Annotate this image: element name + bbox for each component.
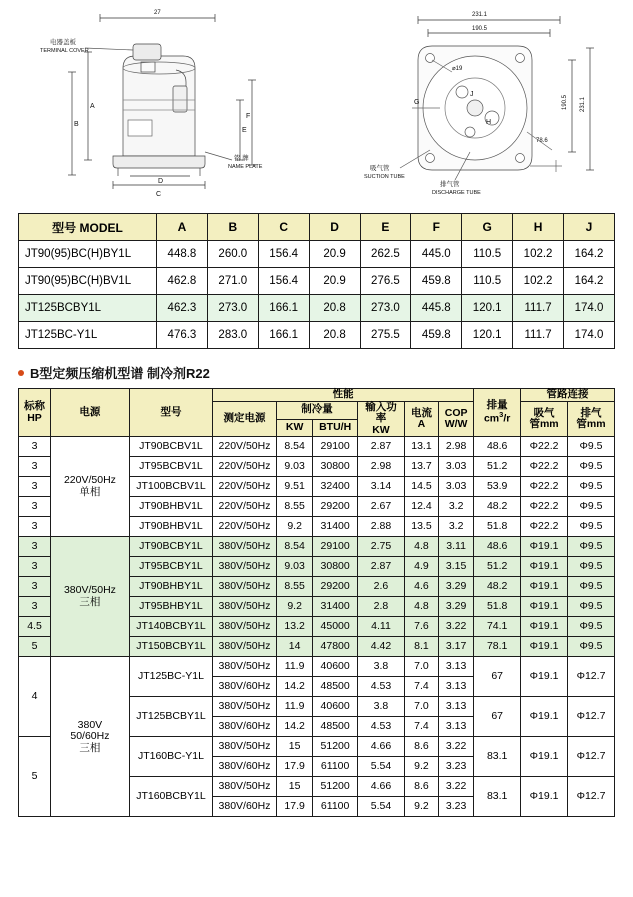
svg-text:231.1: 231.1 <box>472 12 488 18</box>
cell-current: 12.4 <box>404 497 438 517</box>
cell-dim-2: 156.4 <box>258 241 309 268</box>
col-header-performance: 性能 <box>213 389 474 402</box>
cell-model: JT125BC-Y1L <box>19 322 157 349</box>
cell-cop: 3.03 <box>439 477 474 497</box>
cell-input: 4.53 <box>358 717 405 737</box>
cell-btu: 47800 <box>313 637 358 657</box>
cell-hp: 5 <box>19 737 51 817</box>
cell-test-power: 220V/50Hz <box>213 437 277 457</box>
cell-discharge: Φ9.5 <box>568 557 615 577</box>
cell-model: JT140BCBY1L <box>129 617 212 637</box>
cell-kw: 9.03 <box>277 457 313 477</box>
cell-kw: 11.9 <box>277 657 313 677</box>
cell-test-power: 380V/60Hz <box>213 797 277 817</box>
cell-hp: 3 <box>19 577 51 597</box>
col-header-input: 输入功 率 KW <box>358 401 405 437</box>
cell-suction: Φ19.1 <box>521 537 568 557</box>
cell-cop: 3.29 <box>439 597 474 617</box>
cell-current: 8.6 <box>404 777 438 797</box>
cell-test-power: 380V/60Hz <box>213 677 277 697</box>
cell-cop: 3.13 <box>439 697 474 717</box>
cell-btu: 31400 <box>313 517 358 537</box>
cell-displacement: 51.8 <box>474 597 521 617</box>
cell-suction: Φ19.1 <box>521 697 568 737</box>
cell-btu: 48500 <box>313 677 358 697</box>
cell-model: JT95BHBY1L <box>129 597 212 617</box>
cell-kw: 14 <box>277 637 313 657</box>
cell-btu: 40600 <box>313 697 358 717</box>
cell-suction: Φ19.1 <box>521 637 568 657</box>
svg-text:231.1: 231.1 <box>580 96 586 112</box>
cell-test-power: 220V/50Hz <box>213 497 277 517</box>
col-header-j: J <box>564 214 615 241</box>
cell-current: 13.7 <box>404 457 438 477</box>
cell-dim-2: 166.1 <box>258 322 309 349</box>
col-header-kw: KW <box>277 419 313 437</box>
cell-displacement: 48.2 <box>474 497 521 517</box>
col-header-b: B <box>207 214 258 241</box>
svg-text:排气管: 排气管 <box>440 181 460 188</box>
cell-suction: Φ22.2 <box>521 517 568 537</box>
cell-kw: 9.2 <box>277 517 313 537</box>
cell-discharge: Φ12.7 <box>568 657 615 697</box>
cell-test-power: 220V/50Hz <box>213 457 277 477</box>
cell-current: 7.4 <box>404 717 438 737</box>
svg-text:F: F <box>246 113 251 120</box>
cell-input: 2.98 <box>358 457 405 477</box>
cell-model: JT90BCBY1L <box>129 537 212 557</box>
cell-dim-5: 445.8 <box>411 295 462 322</box>
cell-current: 7.0 <box>404 697 438 717</box>
svg-text:SUCTION TUBE: SUCTION TUBE <box>364 174 405 180</box>
table-row <box>19 295 615 322</box>
cell-model: JT125BC-Y1L <box>129 657 212 697</box>
cell-cop: 3.29 <box>439 577 474 597</box>
cell-btu: 61100 <box>313 797 358 817</box>
cell-suction: Φ22.2 <box>521 437 568 457</box>
cell-dim-0: 448.8 <box>157 241 208 268</box>
cell-dim-1: 260.0 <box>207 241 258 268</box>
cell-test-power: 380V/50Hz <box>213 697 277 717</box>
cell-cop: 3.23 <box>439 757 474 777</box>
cell-test-power: 220V/50Hz <box>213 517 277 537</box>
cell-discharge: Φ9.5 <box>568 457 615 477</box>
cell-displacement: 67 <box>474 697 521 737</box>
cell-discharge: Φ9.5 <box>568 537 615 557</box>
cell-current: 9.2 <box>404 757 438 777</box>
cell-model: JT125BCBY1L <box>129 697 212 737</box>
cell-model: JT90BHBY1L <box>129 577 212 597</box>
cell-kw: 8.55 <box>277 497 313 517</box>
cell-dim-5: 445.0 <box>411 241 462 268</box>
cell-dim-8: 174.0 <box>564 295 615 322</box>
cell-model: JT150BCBY1L <box>129 637 212 657</box>
col-header-piping: 管路连接 <box>521 389 615 402</box>
svg-text:⌀19: ⌀19 <box>452 66 463 72</box>
cell-suction: Φ22.2 <box>521 497 568 517</box>
drawing-svg <box>0 0 633 205</box>
cell-displacement: 83.1 <box>474 737 521 777</box>
cell-displacement: 53.9 <box>474 477 521 497</box>
svg-text:J: J <box>470 91 474 98</box>
cell-hp: 3 <box>19 557 51 577</box>
svg-text:B: B <box>74 121 79 128</box>
cell-hp: 3 <box>19 517 51 537</box>
svg-text:190.5: 190.5 <box>562 94 568 110</box>
cell-dim-7: 111.7 <box>513 295 564 322</box>
cell-input: 2.6 <box>358 577 405 597</box>
cell-btu: 30800 <box>313 457 358 477</box>
col-header-e: E <box>360 214 411 241</box>
cell-suction: Φ19.1 <box>521 557 568 577</box>
cell-cop: 3.2 <box>439 497 474 517</box>
cell-dim-6: 120.1 <box>462 295 513 322</box>
cell-displacement: 48.2 <box>474 577 521 597</box>
cell-dim-5: 459.8 <box>411 322 462 349</box>
cell-dim-0: 476.3 <box>157 322 208 349</box>
cell-dim-7: 102.2 <box>513 268 564 295</box>
cell-suction: Φ19.1 <box>521 737 568 777</box>
table-row <box>19 322 615 349</box>
cell-discharge: Φ9.5 <box>568 477 615 497</box>
cell-test-power: 380V/50Hz <box>213 657 277 677</box>
cell-cop: 3.22 <box>439 777 474 797</box>
cell-test-power: 380V/50Hz <box>213 557 277 577</box>
section-title-text: B型定频压缩机型谱 制冷剂R22 <box>30 366 210 381</box>
cell-model: JT90BHBV1L <box>129 517 212 537</box>
cell-input: 2.87 <box>358 437 405 457</box>
col-header-btu: BTU/H <box>313 419 358 437</box>
cell-model: JT95BCBV1L <box>129 457 212 477</box>
cell-hp: 4 <box>19 657 51 737</box>
cell-dim-8: 164.2 <box>564 241 615 268</box>
cell-btu: 29200 <box>313 577 358 597</box>
cell-input: 2.87 <box>358 557 405 577</box>
cell-hp: 3 <box>19 477 51 497</box>
cell-btu: 51200 <box>313 737 358 757</box>
cell-btu: 45000 <box>313 617 358 637</box>
col-header-displacement: 排量 $cm^3/r$ <box>474 389 521 437</box>
svg-text:电器盖板: 电器盖板 <box>50 39 76 46</box>
cell-dim-2: 156.4 <box>258 268 309 295</box>
svg-text:27: 27 <box>154 10 161 16</box>
cell-model: JT95BCBY1L <box>129 557 212 577</box>
svg-text:G: G <box>414 99 420 106</box>
cell-cop: 3.22 <box>439 617 474 637</box>
cell-power: 380V 50/60Hz 三相 <box>50 657 129 817</box>
cell-hp: 3 <box>19 497 51 517</box>
cell-cop: 3.13 <box>439 677 474 697</box>
cell-suction: Φ19.1 <box>521 617 568 637</box>
cell-input: 4.11 <box>358 617 405 637</box>
cell-model: JT100BCBV1L <box>129 477 212 497</box>
cell-suction: Φ19.1 <box>521 597 568 617</box>
cell-cop: 3.13 <box>439 657 474 677</box>
cell-displacement: 51.2 <box>474 557 521 577</box>
table-row <box>19 268 615 295</box>
cell-current: 13.1 <box>404 437 438 457</box>
cell-input: 2.8 <box>358 597 405 617</box>
col-header-a: A <box>157 214 208 241</box>
cell-kw: 15 <box>277 737 313 757</box>
cell-current: 4.8 <box>404 537 438 557</box>
cell-hp: 3 <box>19 437 51 457</box>
cell-dim-8: 164.2 <box>564 268 615 295</box>
cell-dim-7: 111.7 <box>513 322 564 349</box>
col-header-suction: 吸气 管mm <box>521 401 568 437</box>
svg-text:DISCHARGE TUBE: DISCHARGE TUBE <box>432 190 481 196</box>
cell-kw: 14.2 <box>277 677 313 697</box>
cell-cop: 3.11 <box>439 537 474 557</box>
spec-table-container <box>18 388 615 817</box>
cell-dim-3: 20.8 <box>309 295 360 322</box>
cell-input: 4.66 <box>358 737 405 757</box>
cell-current: 7.4 <box>404 677 438 697</box>
cell-discharge: Φ9.5 <box>568 497 615 517</box>
cell-dim-5: 459.8 <box>411 268 462 295</box>
cell-input: 3.8 <box>358 697 405 717</box>
cell-input: 4.42 <box>358 637 405 657</box>
cell-suction: Φ19.1 <box>521 777 568 817</box>
cell-discharge: Φ9.5 <box>568 517 615 537</box>
cell-btu: 32400 <box>313 477 358 497</box>
cell-discharge: Φ9.5 <box>568 617 615 637</box>
cell-displacement: 51.8 <box>474 517 521 537</box>
cell-current: 14.5 <box>404 477 438 497</box>
section-title <box>18 363 633 382</box>
cell-model: JT160BC-Y1L <box>129 737 212 777</box>
cell-kw: 9.03 <box>277 557 313 577</box>
cell-input: 3.8 <box>358 657 405 677</box>
cell-displacement: 48.6 <box>474 537 521 557</box>
col-header-current: 电流 A <box>404 401 438 437</box>
cell-btu: 29200 <box>313 497 358 517</box>
cell-current: 7.0 <box>404 657 438 677</box>
cell-dim-3: 20.8 <box>309 322 360 349</box>
cell-kw: 9.2 <box>277 597 313 617</box>
cell-model: JT125BCBY1L <box>19 295 157 322</box>
cell-btu: 31400 <box>313 597 358 617</box>
cell-hp: 3 <box>19 457 51 477</box>
cell-discharge: Φ9.5 <box>568 437 615 457</box>
cell-test-power: 380V/60Hz <box>213 757 277 777</box>
cell-test-power: 220V/50Hz <box>213 477 277 497</box>
cell-input: 5.54 <box>358 757 405 777</box>
cell-dim-3: 20.9 <box>309 268 360 295</box>
cell-input: 3.14 <box>358 477 405 497</box>
cell-input: 2.75 <box>358 537 405 557</box>
cell-model: JT90(95)BC(H)BY1L <box>19 241 157 268</box>
svg-text:NAME PLATE: NAME PLATE <box>228 164 263 170</box>
cell-suction: Φ19.1 <box>521 577 568 597</box>
dimension-table-container <box>18 213 615 349</box>
cell-dim-0: 462.3 <box>157 295 208 322</box>
col-header-hp: 标称 HP <box>19 389 51 437</box>
cell-discharge: Φ9.5 <box>568 597 615 617</box>
cell-dim-1: 273.0 <box>207 295 258 322</box>
cell-kw: 17.9 <box>277 757 313 777</box>
cell-model: JT90BCBV1L <box>129 437 212 457</box>
cell-dim-1: 283.0 <box>207 322 258 349</box>
cell-hp: 4.5 <box>19 617 51 637</box>
table-row <box>19 437 615 457</box>
cell-dim-3: 20.9 <box>309 241 360 268</box>
table-row <box>19 537 615 557</box>
col-header-cooling: 制冷量 <box>277 401 358 419</box>
cell-test-power: 380V/50Hz <box>213 617 277 637</box>
cell-suction: Φ22.2 <box>521 477 568 497</box>
cell-btu: 61100 <box>313 757 358 777</box>
col-header-h: H <box>513 214 564 241</box>
cell-dim-4: 273.0 <box>360 295 411 322</box>
cell-test-power: 380V/50Hz <box>213 537 277 557</box>
spec-table <box>18 388 615 817</box>
svg-text:A: A <box>90 103 95 110</box>
cell-dim-4: 275.5 <box>360 322 411 349</box>
cell-kw: 11.9 <box>277 697 313 717</box>
cell-dim-8: 174.0 <box>564 322 615 349</box>
cell-input: 2.88 <box>358 517 405 537</box>
cell-btu: 48500 <box>313 717 358 737</box>
svg-text:C: C <box>156 191 162 198</box>
cell-suction: Φ22.2 <box>521 457 568 477</box>
cell-hp: 5 <box>19 637 51 657</box>
cell-test-power: 380V/50Hz <box>213 637 277 657</box>
svg-text:D: D <box>158 178 164 185</box>
svg-text:TERMINAL COVER: TERMINAL COVER <box>40 48 89 54</box>
cell-current: 13.5 <box>404 517 438 537</box>
cell-cop: 3.23 <box>439 797 474 817</box>
cell-discharge: Φ9.5 <box>568 577 615 597</box>
table-header-row <box>19 214 615 241</box>
cell-kw: 8.54 <box>277 437 313 457</box>
cell-cop: 3.13 <box>439 717 474 737</box>
cell-btu: 29100 <box>313 437 358 457</box>
cell-current: 8.6 <box>404 737 438 757</box>
cell-dim-7: 102.2 <box>513 241 564 268</box>
cell-power: 380V/50Hz 三相 <box>50 537 129 657</box>
svg-text:78.6: 78.6 <box>536 138 548 144</box>
col-header-f: F <box>411 214 462 241</box>
cell-cop: 2.98 <box>439 437 474 457</box>
bullet-icon <box>18 370 24 376</box>
cell-discharge: Φ12.7 <box>568 777 615 817</box>
technical-drawings <box>0 0 633 205</box>
cell-cop: 3.17 <box>439 637 474 657</box>
cell-displacement: 83.1 <box>474 777 521 817</box>
cell-btu: 30800 <box>313 557 358 577</box>
cell-test-power: 380V/50Hz <box>213 577 277 597</box>
col-header-model: 型号 <box>129 389 212 437</box>
cell-input: 2.67 <box>358 497 405 517</box>
cell-cop: 3.03 <box>439 457 474 477</box>
cell-hp: 3 <box>19 597 51 617</box>
cell-cop: 3.22 <box>439 737 474 757</box>
cell-model: JT90BHBV1L <box>129 497 212 517</box>
svg-text:H: H <box>486 119 492 126</box>
cell-test-power: 380V/50Hz <box>213 737 277 757</box>
svg-text:190.5: 190.5 <box>472 26 488 32</box>
cell-dim-4: 262.5 <box>360 241 411 268</box>
cell-dim-6: 120.1 <box>462 322 513 349</box>
cell-kw: 17.9 <box>277 797 313 817</box>
cell-test-power: 380V/50Hz <box>213 777 277 797</box>
dimension-table <box>18 213 615 349</box>
cell-kw: 9.51 <box>277 477 313 497</box>
col-header-cop: COP W/W <box>439 401 474 437</box>
cell-cop: 3.2 <box>439 517 474 537</box>
cell-model: JT90(95)BC(H)BV1L <box>19 268 157 295</box>
cell-current: 9.2 <box>404 797 438 817</box>
col-header-c: C <box>258 214 309 241</box>
cell-cop: 3.15 <box>439 557 474 577</box>
cell-dim-4: 276.5 <box>360 268 411 295</box>
col-header-test-power: 测定电源 <box>213 401 277 437</box>
cell-input: 4.53 <box>358 677 405 697</box>
cell-input: 5.54 <box>358 797 405 817</box>
cell-displacement: 78.1 <box>474 637 521 657</box>
cell-power: 220V/50Hz 单相 <box>50 437 129 537</box>
cell-discharge: Φ9.5 <box>568 637 615 657</box>
cell-kw: 8.54 <box>277 537 313 557</box>
col-header-power: 电源 <box>50 389 129 437</box>
cell-kw: 8.55 <box>277 577 313 597</box>
cell-dim-0: 462.8 <box>157 268 208 295</box>
col-header-discharge: 排气 管mm <box>568 401 615 437</box>
svg-text:铭 牌: 铭 牌 <box>234 155 249 162</box>
cell-displacement: 74.1 <box>474 617 521 637</box>
col-header-g: G <box>462 214 513 241</box>
table-row <box>19 241 615 268</box>
svg-text:吸气管: 吸气管 <box>370 165 390 172</box>
cell-current: 4.9 <box>404 557 438 577</box>
cell-current: 8.1 <box>404 637 438 657</box>
cell-discharge: Φ12.7 <box>568 697 615 737</box>
cell-dim-6: 110.5 <box>462 268 513 295</box>
cell-kw: 15 <box>277 777 313 797</box>
col-header-d: D <box>309 214 360 241</box>
cell-dim-6: 110.5 <box>462 241 513 268</box>
cell-dim-1: 271.0 <box>207 268 258 295</box>
cell-model: JT160BCBY1L <box>129 777 212 817</box>
cell-test-power: 380V/60Hz <box>213 717 277 737</box>
col-header-model: 型号 MODEL <box>19 214 157 241</box>
cell-suction: Φ19.1 <box>521 657 568 697</box>
cell-btu: 51200 <box>313 777 358 797</box>
cell-current: 4.6 <box>404 577 438 597</box>
cell-displacement: 48.6 <box>474 437 521 457</box>
cell-current: 4.8 <box>404 597 438 617</box>
cell-input: 4.66 <box>358 777 405 797</box>
cell-kw: 13.2 <box>277 617 313 637</box>
cell-dim-2: 166.1 <box>258 295 309 322</box>
cell-displacement: 51.2 <box>474 457 521 477</box>
cell-btu: 40600 <box>313 657 358 677</box>
cell-btu: 29100 <box>313 537 358 557</box>
cell-discharge: Φ12.7 <box>568 737 615 777</box>
cell-displacement: 67 <box>474 657 521 697</box>
cell-hp: 3 <box>19 537 51 557</box>
cell-kw: 14.2 <box>277 717 313 737</box>
cell-test-power: 380V/50Hz <box>213 597 277 617</box>
table-row <box>19 657 615 677</box>
cell-current: 7.6 <box>404 617 438 637</box>
svg-text:E: E <box>242 127 247 134</box>
